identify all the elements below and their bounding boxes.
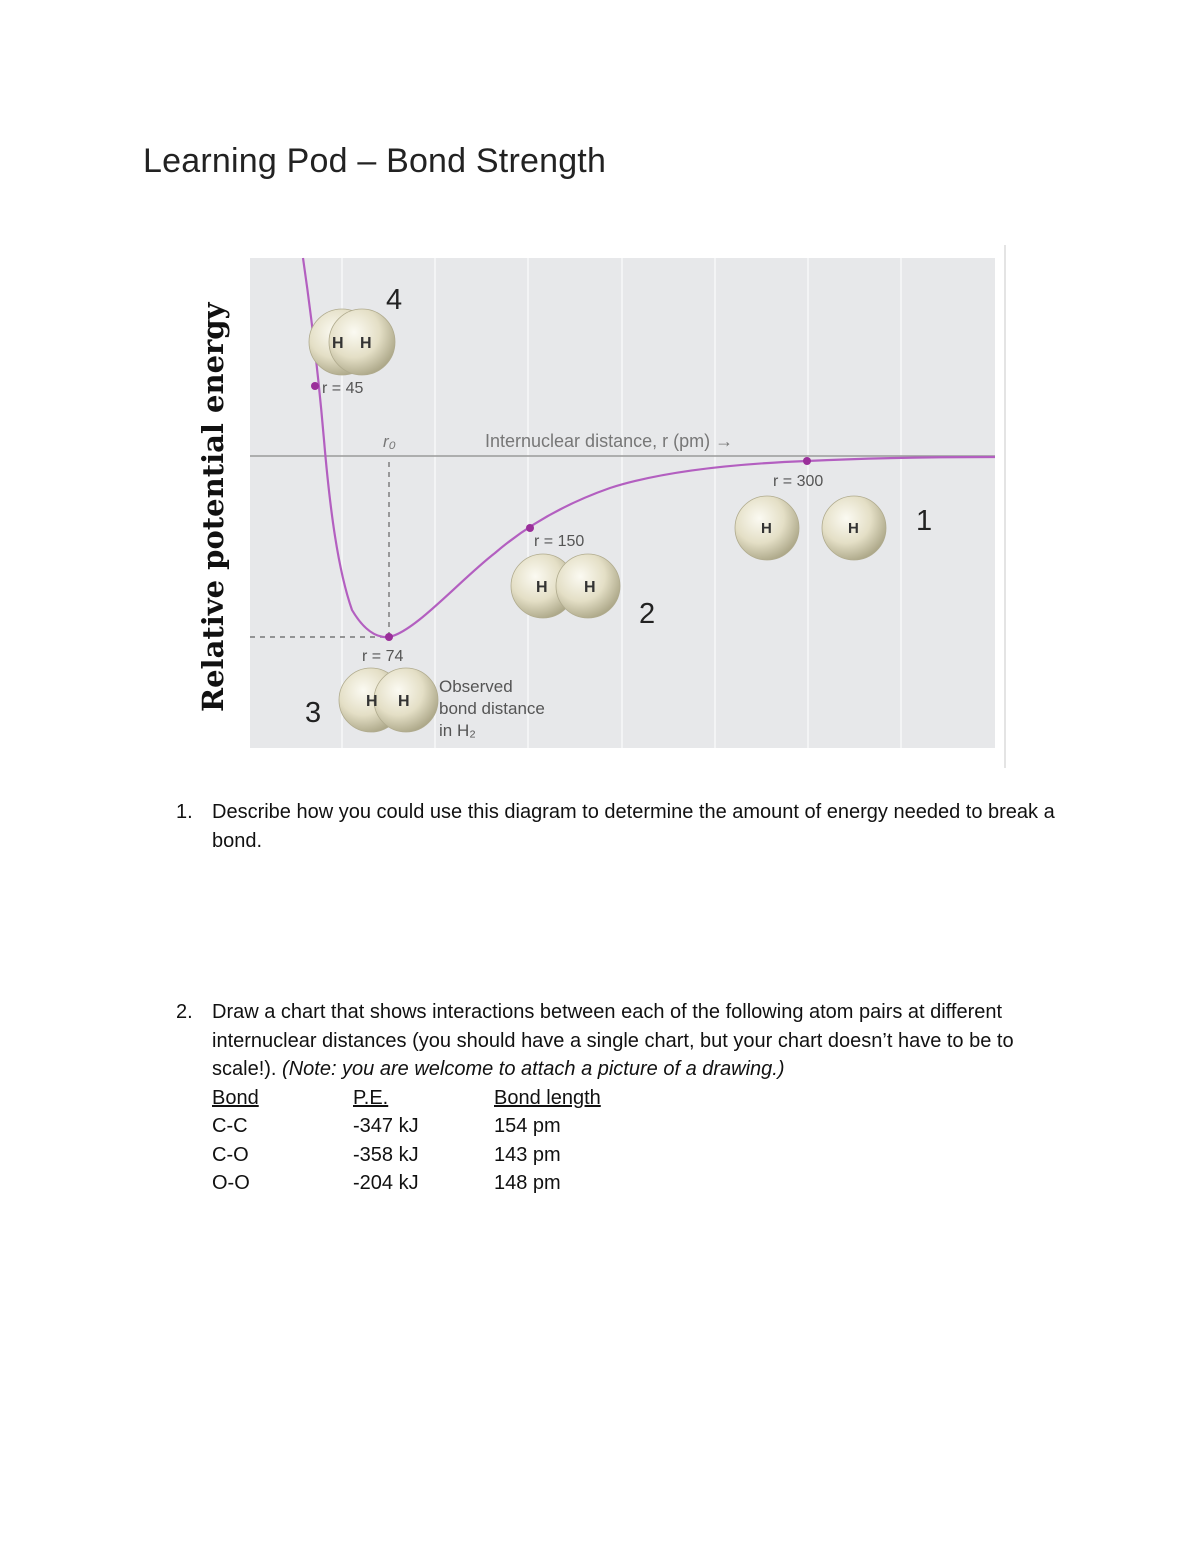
label-r45: r = 45 bbox=[322, 380, 364, 397]
atom-label: H bbox=[366, 693, 378, 710]
point-r300 bbox=[803, 457, 811, 465]
cell-bond: O-O bbox=[212, 1172, 250, 1194]
header-bond: Bond bbox=[212, 1086, 259, 1109]
cell-bond: C-C bbox=[212, 1115, 248, 1137]
header-pe: P.E. bbox=[353, 1086, 389, 1109]
cell-pe: -347 kJ bbox=[353, 1115, 419, 1137]
question-1 bbox=[172, 798, 1072, 855]
point-r45 bbox=[311, 382, 319, 390]
cell-length: 154 pm bbox=[494, 1115, 561, 1137]
question-text: Describe how you could use this diagram to determine the amount of energy needed to break a bond. bbox=[212, 801, 1055, 852]
cell-bond: C-O bbox=[212, 1143, 249, 1166]
question-text: Draw a chart that shows interactions between each of the following atom pairs at different internuclear distances (you should have a single chart, but your chart doesn’t have to be to scale!). bbox=[212, 1001, 1014, 1080]
table-row bbox=[212, 1112, 694, 1141]
label-r150: r = 150 bbox=[534, 533, 585, 550]
observed-line2: bond distance bbox=[439, 699, 545, 718]
question-2 bbox=[172, 998, 1072, 1084]
atom-label: H bbox=[398, 693, 410, 710]
atom-label: H bbox=[332, 335, 344, 352]
question-note: (Note: you are welcome to attach a picture of a drawing.) bbox=[282, 1058, 785, 1080]
y-axis-label: Relative potential energy bbox=[196, 302, 230, 712]
atom-label: H bbox=[584, 579, 596, 596]
label-r300: r = 300 bbox=[773, 473, 824, 490]
cell-length: 148 pm bbox=[494, 1172, 561, 1194]
atom-label: H bbox=[536, 579, 548, 596]
question-number: 1. bbox=[176, 801, 193, 823]
question-number: 2. bbox=[176, 1001, 193, 1023]
table-row bbox=[212, 1169, 694, 1198]
observed-line3: in H₂ bbox=[439, 721, 476, 740]
cell-pe: -204 kJ bbox=[353, 1172, 419, 1194]
cell-length: 143 pm bbox=[494, 1143, 561, 1166]
atom-label: H bbox=[761, 520, 772, 537]
questions bbox=[172, 798, 1072, 1198]
potential-energy-figure bbox=[190, 240, 1020, 770]
molecule-r45 bbox=[309, 309, 395, 375]
molecule-r74 bbox=[339, 668, 438, 732]
number-4: 4 bbox=[386, 284, 403, 316]
cell-pe: -358 kJ bbox=[353, 1143, 419, 1166]
number-3: 3 bbox=[305, 697, 322, 729]
header-bond-length: Bond length bbox=[494, 1086, 601, 1109]
atom-label: H bbox=[848, 520, 859, 537]
label-r74: r = 74 bbox=[362, 648, 404, 665]
x-axis-label: Internuclear distance, r (pm) → bbox=[485, 431, 734, 451]
page-title: Learning Pod – Bond Strength bbox=[143, 142, 607, 180]
table-row bbox=[212, 1141, 694, 1170]
number-2: 2 bbox=[639, 598, 656, 630]
r0-label: r₀ bbox=[383, 432, 396, 451]
molecule-r150 bbox=[511, 554, 620, 618]
table-header-row bbox=[212, 1084, 694, 1113]
observed-line1: Observed bbox=[439, 677, 513, 696]
point-r74 bbox=[385, 633, 393, 641]
atom-label: H bbox=[360, 335, 372, 352]
bond-table bbox=[212, 1084, 694, 1198]
point-r150 bbox=[526, 524, 534, 532]
number-1: 1 bbox=[916, 505, 933, 537]
